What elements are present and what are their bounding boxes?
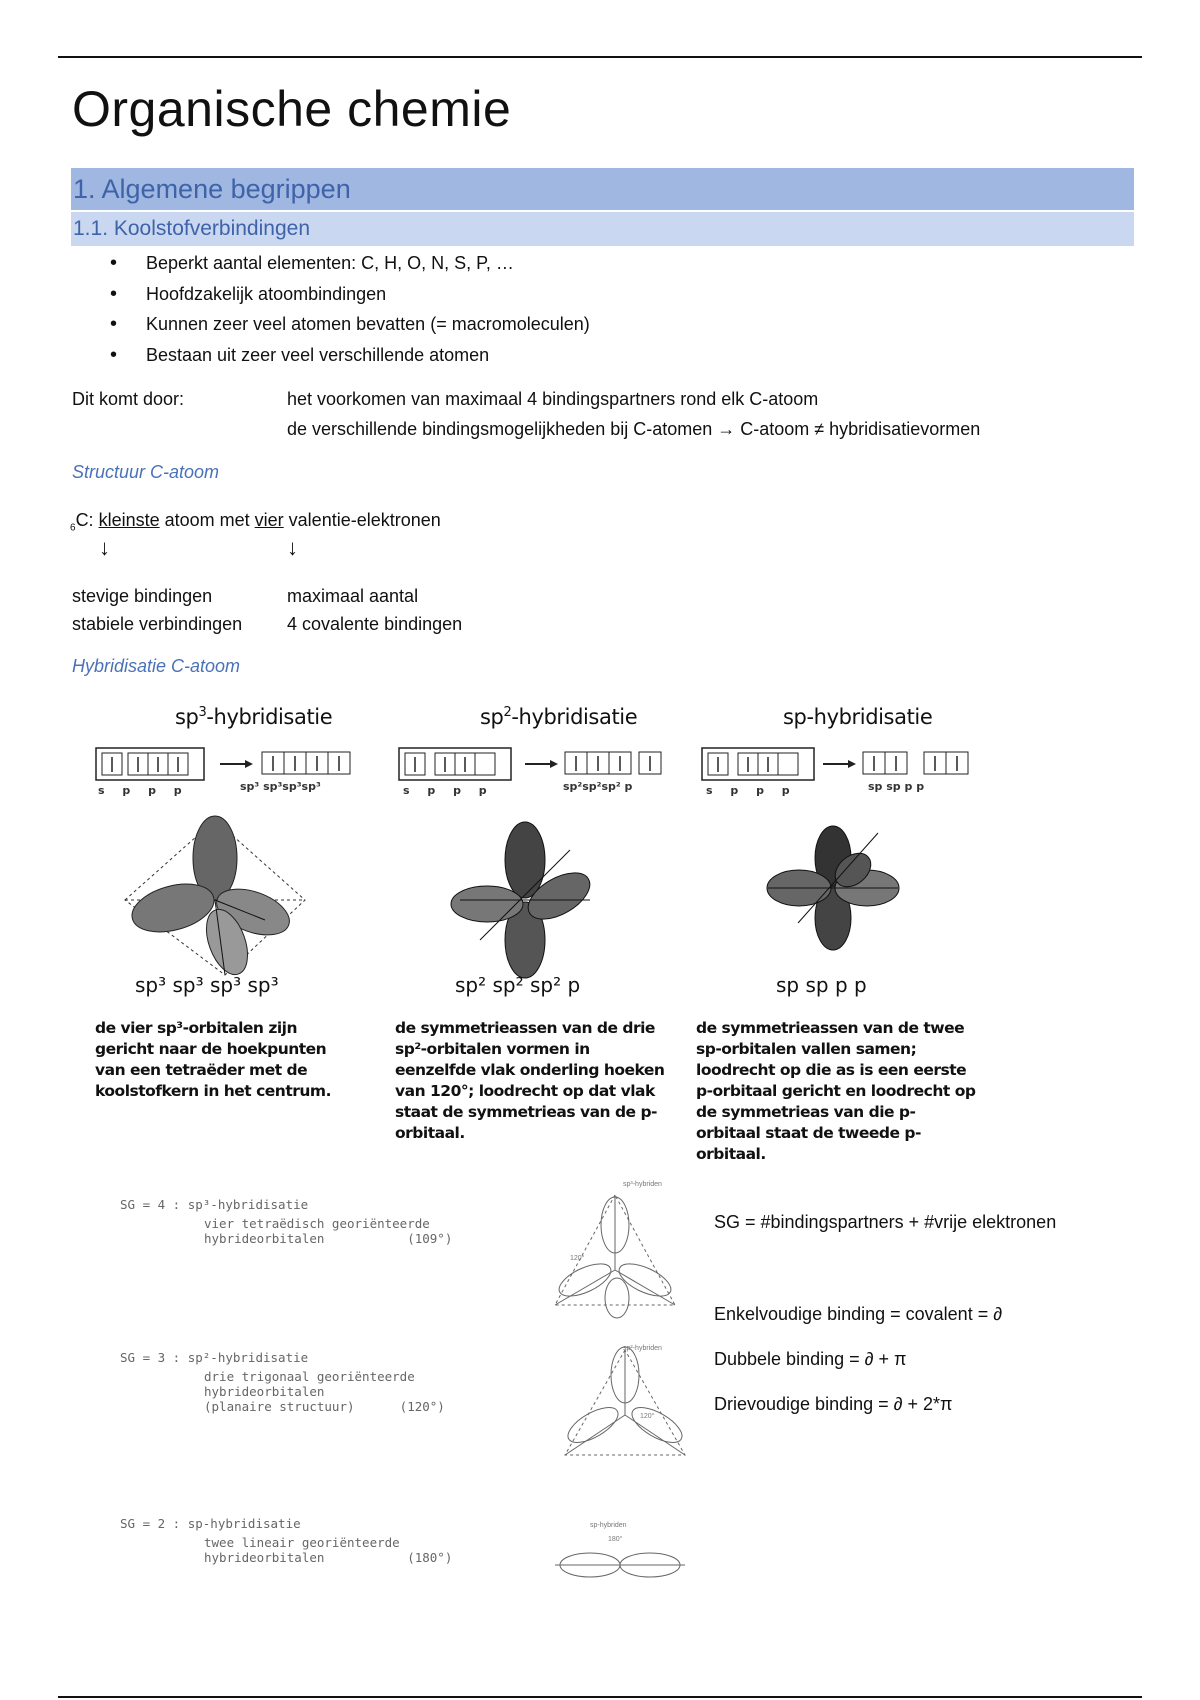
panel-title (783, 705, 932, 729)
orbital-label: sp³ sp³ sp³ sp³ (135, 973, 279, 997)
triple-bond-definition: Drievoudige binding = ∂ + 2*π (714, 1394, 953, 1414)
orbital-label: sp sp p p (776, 973, 867, 997)
angle-label: 120° (640, 1413, 655, 1420)
word-four: vier (254, 510, 284, 530)
carbon-symbol: C: (75, 510, 99, 530)
orbital-label: sp² sp² sp² p (455, 973, 581, 997)
panel-caption: de symmetrieassen van de twee sp-orbitalen vallen samen; loodrecht op die as is een eerste p-orbitaal gericht en loodrecht op de symmetrieas van die p-orbitaal staat de tweede p-orbitaal. (696, 1019, 976, 1163)
list-item: • Hoofdzakelijk atoombindingen (108, 279, 590, 310)
title-pre: sp (783, 705, 807, 729)
consequence-left-1: stevige bindingen (72, 586, 213, 606)
title-post: -hybridisatie (806, 705, 933, 729)
sg-row-line: vier tetraëdisch georiënteerde (204, 1216, 430, 1231)
down-arrow-icon: ↓ (99, 535, 110, 560)
panel-title (175, 705, 332, 729)
panel-caption: de symmetrieassen van de drie sp²-orbitalen vormen in eenzelfde vlak onderling hoeken van 120°; loodrecht op dat vlak staat de symmetrieas van de p-orbitaal. (395, 1019, 665, 1142)
cause-label: Dit komt door: (72, 389, 185, 409)
sg-row-line: SG = 3 : sp²-hybridisatie (120, 1350, 309, 1365)
sp3-orbital-diagram (90, 740, 380, 1000)
top-rule (58, 56, 1142, 58)
sp-orbital-diagram (698, 740, 988, 1000)
panel-sp3 (90, 700, 380, 1160)
list-item: • Bestaan uit zeer veel verschillende atomen (108, 340, 590, 371)
sg-row-line: drie trigonaal georiënteerde (204, 1369, 415, 1384)
title-pre: sp (480, 705, 504, 729)
sp2-orbital-diagram (395, 740, 685, 1000)
carbon-statement (70, 506, 441, 543)
panel-sp (698, 700, 988, 1170)
right-orbital-labels: sp²sp²sp² p (563, 780, 633, 793)
sg-row-line: SG = 4 : sp³-hybridisatie (120, 1197, 309, 1212)
heading-2: 1.1. Koolstofverbindingen (73, 217, 310, 240)
page-title: Organische chemie (72, 81, 512, 137)
panel-title (480, 705, 637, 729)
bottom-rule (58, 1696, 1142, 1698)
left-orbital-labels: s p p p (403, 784, 494, 797)
panel-sp2 (395, 700, 685, 1160)
single-bond-definition: Enkelvoudige binding = covalent = ∂ (714, 1304, 1003, 1324)
right-orbital-labels: sp sp p p (868, 780, 925, 793)
consequence-right-1: maximaal aantal (287, 586, 419, 606)
consequence-right-2: 4 covalente bindingen (287, 614, 463, 634)
figure-title: sp-hybriden (590, 1522, 627, 1529)
subheading-structuur: Structuur C-atoom (72, 462, 220, 482)
heading-2-bar (71, 212, 1134, 246)
sg-definition: SG = #bindingspartners + #vrije elektronen (714, 1212, 1057, 1232)
sg-row-line: hybrideorbitalen (180°) (204, 1550, 453, 1565)
bullet-list (108, 248, 590, 370)
heading-1-bar (71, 168, 1134, 210)
figure-title: sp³-hybriden (623, 1181, 662, 1188)
list-item: • Kunnen zeer veel atomen bevatten (= macromoleculen) (108, 309, 590, 340)
word-smallest: kleinste (98, 510, 160, 530)
sg-row (120, 1197, 452, 1246)
statement-part: valentie-elektronen (283, 510, 441, 530)
sg-row (120, 1350, 445, 1414)
figure-title: sp²-hybriden (623, 1345, 662, 1352)
title-post: -hybridisatie (206, 705, 333, 729)
sg-row-line: hybrideorbitalen (109°) (204, 1231, 453, 1246)
right-orbital-labels: sp³ sp³sp³sp³ (240, 780, 321, 793)
sg-row-line: (planaire structuur) (120°) (204, 1399, 445, 1414)
sp3-geometry-figure (535, 1180, 695, 1330)
heading-1: 1. Algemene begrippen (73, 174, 351, 204)
angle-label: 120° (570, 1255, 585, 1262)
left-orbital-labels: s p p p (98, 784, 189, 797)
title-sup: 3 (198, 705, 207, 720)
panel-caption: de vier sp³-orbitalen zijn gericht naar de hoekpunten van een tetraëder met de koolstofkern in het centrum. (95, 1019, 331, 1100)
subheading-hybridisatie: Hybridisatie C-atoom (72, 656, 241, 676)
title-post: -hybridisatie (511, 705, 638, 729)
sp2-geometry-figure (555, 1345, 695, 1470)
title-sup: 2 (503, 705, 512, 720)
double-bond-definition: Dubbele binding = ∂ + π (714, 1349, 907, 1369)
sg-row-line: twee lineair georiënteerde (204, 1535, 400, 1550)
sg-row-line: hybrideorbitalen (204, 1384, 325, 1399)
title-pre: sp (175, 705, 199, 729)
sg-row (120, 1516, 452, 1565)
consequence-left-2: stabiele verbindingen (72, 614, 243, 634)
sg-row-line: SG = 2 : sp-hybridisatie (120, 1516, 301, 1531)
down-arrow-icon: ↓ (287, 535, 298, 560)
statement-part: atoom met (159, 510, 255, 530)
angle-label: 180° (608, 1536, 623, 1543)
atomic-number: 6 (70, 522, 76, 534)
cause-line-1: het voorkomen van maximaal 4 bindingspartners rond elk C-atoom (287, 389, 819, 409)
list-item: • Beperkt aantal elementen: C, H, O, N, S, P, … (108, 248, 590, 279)
left-orbital-labels: s p p p (706, 784, 797, 797)
cause-line-2: de verschillende bindingsmogelijkheden bij C-atomen → C-atoom ≠ hybridisatievormen (287, 419, 981, 439)
